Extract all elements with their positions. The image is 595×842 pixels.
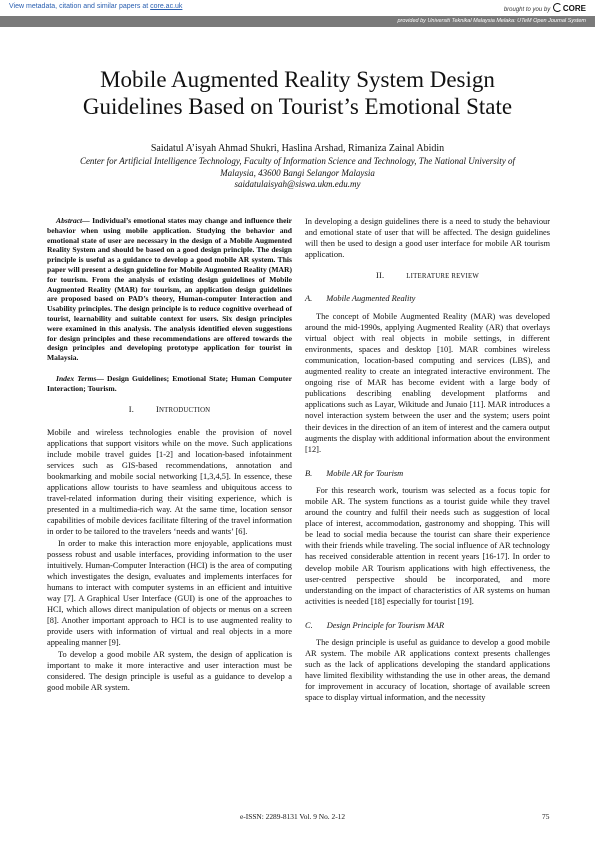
title-line-2: Guidelines Based on Tourist’s Emotional State: [82, 94, 513, 119]
core-link[interactable]: core.ac.uk: [150, 3, 183, 10]
subsection-heading-a: [305, 293, 550, 304]
paper-title: [40, 66, 555, 120]
subsection-title: Design Principle for Tourism MAR: [326, 620, 445, 630]
right-paragraph-0: In developing a design guidelines there is a need to study the behaviour and emotional state of user that will be affected. The design guidelines will then be used to design a good user interface for mobile AR tourism application.: [305, 217, 550, 260]
subsection-b-paragraph: For this research work, tourism was selected as a focus topic for mobile AR. The system functions as a tourist guide while they travel around the country and fulfil their needs such as suggestion of local place of interest, accommodation, gastronomy and shopping. This will be lead to social media because the tourist can share their experience with their friends while traveling. The social influence of AR technology has received considerable attention in recent years [16-17]. In order to develop mobile AR Tourism applications with high effectiveness, the user-centred perspective should be incorporated, and more understanding on the impact of characteristics of AR systems on human activities is needed [18] especially for tourist [19].: [305, 485, 550, 606]
provided-by-bar: [0, 16, 595, 27]
authors: Saidatul A’isyah Ahmad Shukri, Haslina Arshad, Rimaniza Zainal Abidin: [150, 143, 445, 154]
core-brand-text: CORE: [562, 4, 586, 13]
index-terms-lead: Index Terms—: [56, 373, 104, 383]
section-heading-introduction: [47, 404, 292, 416]
abstract-lead: Abstract—: [56, 216, 90, 225]
subsection-title: Mobile AR for Tourism: [326, 468, 404, 478]
subsection-number: C.: [305, 620, 313, 630]
section-initial: I: [156, 404, 159, 414]
subsection-a-paragraph: The concept of Mobile Augmented Reality (MAR) was developed around the mid-1990s, applying Augmented Reality (AR) that overlays virtual object with real objects in mobile settings, in different environments, spaces and desktop [10]. MAR combines wireless communication, location-based computing and services (LBS), and augmented reality to create an integrated interactive environment. The ongoing rise of MAR has become evident with a large body of publications describing enabling development platforms and applications such as Layar, Wikitude and Junaio [11]. MAR introduces a novel interaction system between the user and the system; users point their devices in the direction of an item of interest and the camera output augments the display with additional information about the environment [12].: [305, 311, 550, 454]
subsection-c-paragraph: The design principle is useful as guidance to develop a good mobile AR system. The mobile AR applications context presents challenges such as the lack of applications developing the standard applications have limited flexibility withstanding the use in other areas, the demand for improvement in accuracy of location, shortage of available screen space to display virtual information, and the necessity: [305, 638, 550, 703]
footer-journal-info: e-ISSN: 2289-8131 Vol. 9 No. 2-12: [240, 812, 346, 821]
affiliation: [50, 156, 545, 191]
page-number: 75: [542, 812, 550, 821]
subsection-number: A.: [305, 294, 313, 304]
subsection-title: Mobile Augmented Reality: [326, 294, 416, 304]
affiliation-line-2: Malaysia, 43600 Bangi Selangor Malaysia: [220, 167, 375, 178]
intro-paragraph-3: To develop a good mobile AR system, the design of application is important to make it more interactive and user interaction must be considered. The design principle is useful as a guidance to develop a good mobile AR system.: [47, 649, 292, 692]
subsection-heading-c: [305, 620, 550, 631]
spacer: [305, 607, 550, 617]
index-terms-body: Design Guidelines; Emotional State; Human Computer Interaction; Tourism.: [47, 373, 293, 393]
intro-paragraph-2: In order to make this interaction more enjoyable, applications must possess robust and usable interfaces, providing information to the user intuitively. Human-Computer Interaction (HCI) is the area of computing which investigates the design, evaluates and implements interfaces for humans to interact with computer systems in an efficient and intuitive way [7]. A Graphical User Interface (GUI) is one of the approaches to HCI, which allows direct manipulation of objects or menus on a screen [8]. Another important approach to HCI is to use augmented reality to provide users with information of virtual and real objects in a more appealing manner [9].: [47, 538, 292, 648]
abstract: [47, 216, 292, 363]
brought-by-text: brought to you by: [503, 7, 551, 13]
section-number: II.: [376, 271, 385, 281]
index-terms: [47, 374, 292, 394]
subsection-heading-b: [305, 468, 550, 479]
abstract-body: Individual’s emotional states may change and influence their behavior when using mobile application. Studying the behavior and emotional state of user are necessary in the design of a Mobile Augmented Reality System and should be based on a good design principle. The design principle is useful as a guidance to develop a good mobile AR system. This paper will present a design guideline for Mobile Augmented Reality (MAR) for tourism. From the analysis of existing design guidelines of Mobile Augmented Reality (MAR) for tourism, an application design guidelines are proposed based on PAD’s theory, Human-computer Interaction and Usability principles. The design principle is to reduce cognitive overhead of tourist, learnability and suitable context for users. Six design principles were examined in this analysis. The analysis identified eleven suggestions for design principles and these recommendations are offered towards the design principles and developing prototype application for tourist in Malaysia.: [47, 216, 292, 363]
section-rest: NTRODUCTION: [159, 406, 211, 414]
intro-paragraph-1: Mobile and wireless technologies enable the provision of novel applications that support visitors while on the move. Such applications include mobile travel guides [1-2] and location-based infotainment services such as GIS-based recommendations, annotation and bookmarking and mobile social networking [1,3,4,5]. In essence, these applications allow tourists to have seamless and ubiquitous access to travel-related information during their visiting experience, which is presented in a multimedia-rich way. At the same time, location sensor capabilities of mobile devices facilitate filtering of the travel information in order to be tailored to the travelers ‘needs and wants’ [6].: [47, 427, 292, 537]
provided-by-text[interactable]: provided by Universiti Teknikal Malaysia Melaka: UTeM Open Journal System: [397, 18, 586, 24]
affiliation-line-1: Center for Artificial Intelligence Technology, Faculty of Information Science and Technology, The National University of: [79, 156, 516, 166]
section-number: I.: [128, 404, 134, 414]
right-column: [305, 216, 550, 704]
core-logo-icon: [553, 3, 562, 12]
core-banner: [0, 0, 595, 16]
spacer: [305, 455, 550, 465]
title-line-1: Mobile Augmented Reality System Design: [100, 67, 495, 92]
author-email: saidatulaisyah@siswa.ukm.edu.my: [234, 179, 361, 189]
section-heading-literature-review: [305, 270, 550, 282]
core-metadata-link[interactable]: [9, 3, 182, 10]
subsection-number: B.: [305, 468, 313, 478]
left-column: [47, 216, 292, 693]
core-metadata-text: View metadata, citation and similar papers at: [9, 3, 151, 10]
section-title: LITERATURE REVIEW: [406, 273, 479, 281]
core-brand[interactable]: [504, 3, 586, 13]
